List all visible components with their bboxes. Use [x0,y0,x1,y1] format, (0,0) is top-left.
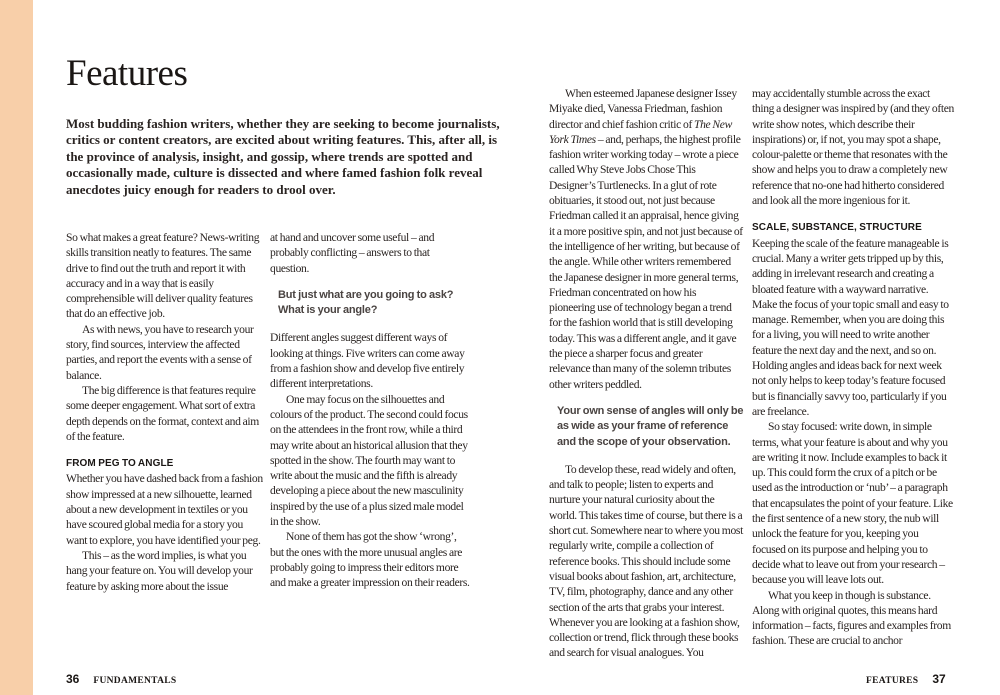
page-title: Features [66,53,188,94]
column-4 [752,86,954,649]
column-3 [549,86,744,661]
body-paragraph: may accidentally stumble across the exact thing a designer was inspired by (and they often write show notes, which describe their inspirations) or, if not, you may spot a shape, colour-palette or theme that resonates with the show and helps you to draw a completely new reference that no-one had hitherto considered and look all the more ingenious for it. [752,87,955,208]
body-paragraph: Keeping the scale of the feature manageable is crucial. Many a writer gets tripped up by this, adding in irrelevant research and creating a bloated feature with a wayward narrative. Make the focus of your topic small and easy to manage. Remember, when you are doing this for a living, you will need to write another feature the next day and the next, and so on. Holding angles and ideas back for next week not only helps to keep today’s feature focused but is financially savvy too, particularly if you are freelance. [752,236,949,418]
page-edge-strip [0,0,33,695]
section-heading: SCALE, SUBSTANCE, STRUCTURE [752,222,922,234]
column-2 [270,230,470,591]
body-paragraph: This – as the word implies, is what you hang your feature on. You will develop your feature by asking more about the issue [66,548,253,593]
running-footer: FEATURES [866,676,919,686]
pull-quote: But just what are you going to ask? What is your angle? [278,288,454,317]
column-1 [66,230,263,594]
footer-right [866,672,946,686]
body-paragraph: So what makes a great feature? News-writing skills transition neatly to features. The same drive to find out the truth and report it with accuracy and in a way that is easily comprehensible will deliver quality features that do an effective job. [66,231,260,321]
section-heading: FROM PEG TO ANGLE [66,458,174,470]
body-paragraph [549,86,744,392]
body-paragraph: Whether you have dashed back from a fashion show impressed at a new silhouette, learned about a new development in textiles or you have scoured global media for a story you want to explore, you have identified your peg. [66,472,263,547]
page-number: 37 [932,672,946,686]
body-paragraph: So stay focused: write down, in simple terms, what your feature is about and why you are writing it now. Include examples to back it up. This could form the crux of a pitch or be used as the introduction or ‘nub’ – a paragraph that encapsulates the point of your feature. Like the first sentence of a new story, the nub will unlock the feature for you, keeping you focused on its purpose and helping you to decide what to leave out from your research – because you will leave lots out. [752,420,953,587]
body-paragraph: To develop these, read widely and often, and talk to people; listen to experts and nurture your natural curiosity about the world. This takes time of course, but there is a short cut. Somewhere near to where you most regularly write, compile a collection of reference books. This should include some visual books about fashion, art, architecture, TV, film, photography, dance and any other section of the arts that grabs your interest. Whenever you are looking at a fashion show, collection or trend, flick through these books and search for visual analogues. You [549,462,743,660]
body-paragraph: What you keep in though is substance. Along with original quotes, this means hard information – facts, figures and examples from fashion. These are crucial to anchor [752,588,951,648]
pull-quote: Your own sense of angles will only be as wide as your frame of reference and the scope of your observation. [557,404,744,448]
text-run: When esteemed Japanese designer Issey Miyake died, Vanessa Friedman, fashion director and chief fashion critic of [549,87,737,131]
running-footer: FUNDAMENTALS [93,676,177,686]
body-paragraph: None of them has got the show ‘wrong’, but the ones with the more unusual angles are probably going to impress their editors more and make a greater impression on their readers. [270,530,470,590]
footer-left [66,672,176,686]
publication-title: The New York Times [549,117,732,146]
intro-paragraph: Most budding fashion writers, whether they are seeking to become journalists, critics or content creators, are excited about writing features. This, after all, is the province of analysis, insight, and gossip, where trends are spotted and occasionally made, culture is dissected and where famed fashion folk reveal anecdotes juicy enough for readers to drool over. [66,116,500,197]
page-number: 36 [66,672,80,686]
body-paragraph: As with news, you have to research your story, find sources, interview the affected parties, and report the events with a sense of balance. [66,322,254,382]
body-paragraph: Different angles suggest different ways of looking at things. Five writers can come away from a fashion show and develop five entirely different interpretations. [270,331,465,391]
body-paragraph: The big difference is that features require some deeper engagement. What sort of extra depth depends on the format, context and aim of the feature. [66,383,259,443]
body-paragraph: at hand and uncover some useful – and probably conflicting – answers to that question. [270,231,435,275]
text-run: – and, perhaps, the highest profile fashion writer working today – wrote a piece called Why Steve Jobs Chose This Designer’s Turtlenecks. In a glut of rote obituaries, it stood out, not just because Friedman called it an appraisal, hence giving it a more positive spin, and not just because of the intelligence of her writing, but because of the angle. While other writers remembered the Japanese designer in more general terms, Friedman concentrated on how his pioneering use of technology began a trend for the fashion world that is still developing today. This was a different angle, and it gave the piece a sharper focus and greater relevance than many of the solemn tributes other writers peddled. [549,132,743,391]
body-paragraph: One may focus on the silhouettes and colours of the product. The second could focus on the attendees in the front row, while a third may write about an historical allusion that they spotted in the show. The fourth may want to write about the music and the fifth is already developing a piece about the new masculinity inspired by the use of a plus sized male model in the show. [270,392,468,529]
